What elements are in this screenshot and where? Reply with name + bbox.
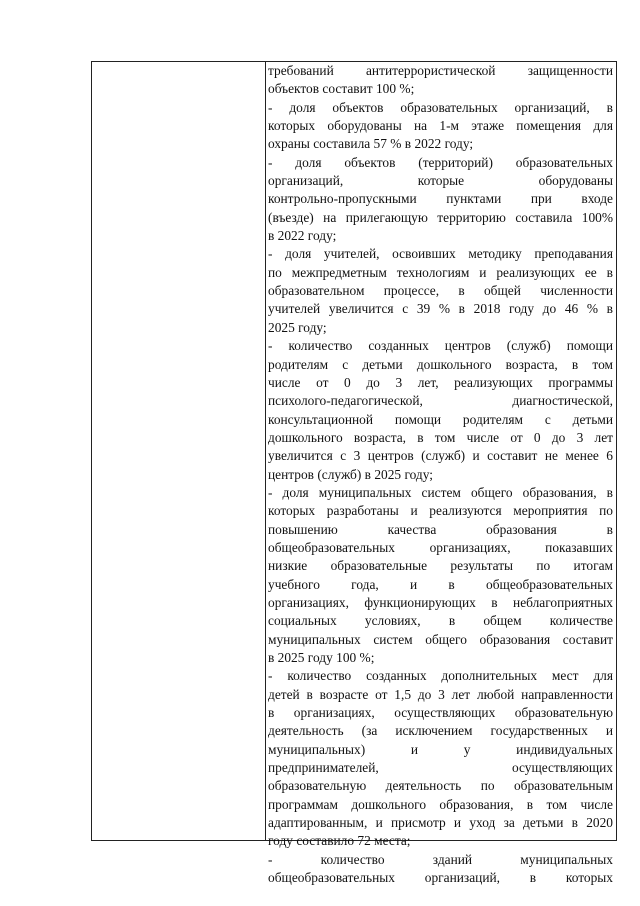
text-line: в организациях, осуществляющих образовательную xyxy=(268,705,613,721)
text-line: по межпредметным технологиям и реализующих ее в xyxy=(268,264,613,280)
text-line: повышению качества образования в xyxy=(268,521,613,537)
text-line: консультационной помощи родителям с детьми xyxy=(268,411,613,427)
text-line: - количество созданных центров (служб) помощи xyxy=(268,338,613,354)
text-line: центров (служб) в 2025 году; xyxy=(268,466,433,482)
text-line: требований антитеррористической защищенности xyxy=(268,63,613,78)
text-line: которых разработаны и реализуются мероприятия по xyxy=(268,503,613,519)
right-column-cell xyxy=(266,62,616,886)
text-line: - количество созданных дополнительных мест для xyxy=(268,668,613,684)
text-line: - доля объектов образовательных организаций, в xyxy=(268,99,613,115)
text-line: адаптированным, и присмотр и уход за детьми в 2020 xyxy=(268,815,613,831)
text-line: охраны составила 57 % в 2022 году; xyxy=(268,136,474,152)
text-line: психолого-педагогической, диагностической, xyxy=(268,393,613,409)
text-line: общеобразовательных организаций, в которых xyxy=(268,870,613,886)
text-line: - доля объектов (территорий) образовательных xyxy=(268,154,613,170)
text-line: образовательную деятельность по образовательным xyxy=(268,778,613,794)
text-line: (въезде) на прилегающую территорию составила 100% xyxy=(268,209,613,225)
text-line: детей в возрасте от 1,5 до 3 лет любой направленности xyxy=(268,686,613,702)
text-line: числе от 0 до 3 лет, реализующих программы xyxy=(268,374,613,390)
text-line: увеличится с 3 центров (служб) и составит не менее 6 xyxy=(268,448,613,464)
text-line: учителей увеличится с 39 % в 2018 году до 46 % в xyxy=(268,301,613,317)
text-line: родителям с детьми дошкольного возраста, в том xyxy=(268,356,613,372)
text-line: - доля учителей, освоивших методику преподавания xyxy=(268,246,613,262)
text-line: организациях, функционирующих в неблагоприятных xyxy=(268,594,613,610)
text-line: дошкольного возраста, в том числе от 0 до 3 лет xyxy=(268,429,613,445)
text-line: - доля муниципальных систем общего образования, в xyxy=(268,484,613,500)
text-line: муниципальных систем общего образования составит xyxy=(268,631,613,647)
text-line: образовательном процессе, в общей численности xyxy=(268,283,613,299)
text-line: в 2025 году 100 %; xyxy=(268,650,375,665)
text-line: программам дошкольного образования, в том числе xyxy=(268,796,613,812)
text-line: социальных условиях, в общем количестве xyxy=(268,613,613,629)
text-line: предпринимателей, осуществляющих xyxy=(268,760,613,776)
text-line: контрольно-пропускными пунктами при входе xyxy=(268,191,613,207)
text-line: деятельность (за исключением государственных и xyxy=(268,723,613,739)
text-line: в 2022 году; xyxy=(268,228,337,244)
document-table xyxy=(91,61,617,886)
text-line: которых оборудованы на 1-м этаже помещения для xyxy=(268,118,613,134)
text-line: году составило 72 места; xyxy=(268,833,411,849)
text-line: общеобразовательных организациях, показавших xyxy=(268,539,613,555)
text-line: - количество зданий муниципальных xyxy=(268,851,613,867)
text-line: объектов составит 100 %; xyxy=(268,81,415,97)
text-line: организаций, которые оборудованы xyxy=(268,173,613,189)
text-line: учебного года, и в общеобразовательных xyxy=(268,576,613,592)
text-line: 2025 году; xyxy=(268,319,327,335)
text-line: муниципальных) и у индивидуальных xyxy=(268,741,613,757)
left-column-cell xyxy=(92,62,266,840)
text-line: низкие образовательные результаты по итогам xyxy=(268,558,613,574)
